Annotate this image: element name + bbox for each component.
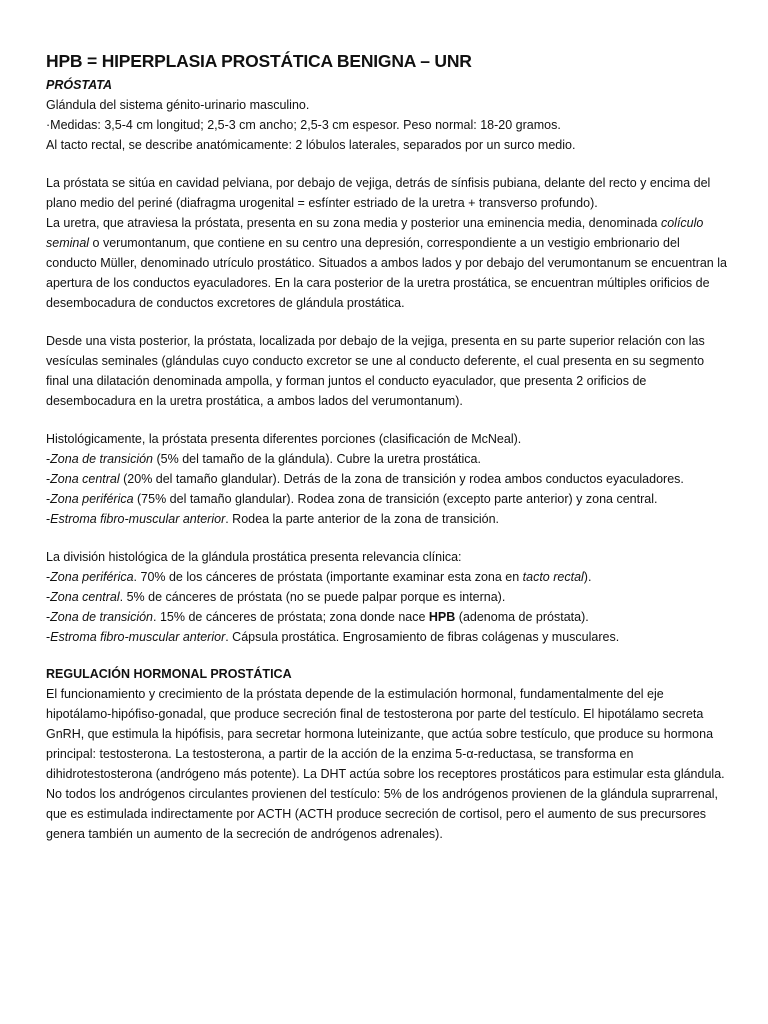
location-block bbox=[46, 173, 728, 313]
list-item bbox=[46, 489, 728, 509]
histology-intro: Histológicamente, la próstata presenta diferentes porciones (clasificación de McNeal). bbox=[46, 432, 522, 446]
list-dash: - bbox=[46, 570, 51, 584]
list-item bbox=[46, 449, 728, 469]
section-heading-hormonal: REGULACIÓN HORMONAL PROSTÁTICA bbox=[46, 667, 292, 681]
hormonal-paragraph: El funcionamiento y crecimiento de la próstata depende de la estimulación hormonal, fundamentalmente del eje hipotálamo-hipófiso-gonadal, que produce secreción final de testosterona por parte del testículo. El hipotálamo secreta GnRH, que estimula la hipófisis, para secretar hormona luteinizante, que actúa sobre testículo, que produce su hormona principal: testosterona. La testosterona, a partir de la acción de la enzima 5-α-reductasa, se transforma en dihidrotestosterona (andrógeno más potente). La DHT actúa sobre los receptores prostáticos para estimular esta glándula. No todos los andrógenos circulantes provienen del testículo: 5% de los andrógenos provienen de la glándula suprarrenal, que es estimulada indirectamente por ACTH (ACTH produce secreción de cortisol, pero el aumento de sus precursores genera también un aumento de la secreción de andrógenos adrenales). bbox=[46, 687, 725, 841]
intro-line: ·Medidas: 3,5-4 cm longitud; 2,5-3 cm ancho; 2,5-3 cm espesor. Peso normal: 18-20 gramos. bbox=[46, 118, 561, 132]
section-subtitle-prostata: PRÓSTATA bbox=[46, 78, 112, 92]
list-dash: - bbox=[46, 472, 51, 486]
bold-text: HPB bbox=[428, 610, 456, 624]
uretra-paragraph bbox=[46, 213, 728, 313]
list-item bbox=[46, 607, 728, 627]
text-run: . Cápsula prostática. Engrosamiento de fibras colágenas y musculares. bbox=[225, 630, 620, 644]
zone-description: (75% del tamaño glandular). Rodea zona de transición (excepto parte anterior) y zona central. bbox=[133, 492, 658, 506]
list-item bbox=[46, 509, 728, 529]
posterior-block bbox=[46, 331, 728, 411]
list-dash: - bbox=[46, 492, 51, 506]
zone-name: Zona de transición bbox=[50, 610, 154, 624]
zone-name: Zona periférica bbox=[50, 492, 134, 506]
intro-block bbox=[46, 95, 728, 155]
text-run: . 5% de cánceres de próstata (no se puede palpar porque es interna). bbox=[119, 590, 506, 604]
list-dash: - bbox=[46, 630, 51, 644]
clinical-block bbox=[46, 547, 728, 647]
list-dash: - bbox=[46, 452, 51, 466]
hormonal-block bbox=[46, 665, 728, 844]
text-run: La uretra, que atraviesa la próstata, presenta en su zona media y posterior una eminencia media, denominada bbox=[46, 216, 661, 230]
zone-name: Estroma fibro-muscular anterior bbox=[50, 630, 226, 644]
zone-name: Zona central bbox=[50, 472, 120, 486]
list-item bbox=[46, 587, 728, 607]
list-dash: - bbox=[46, 610, 51, 624]
text-run: (adenoma de próstata). bbox=[455, 610, 589, 624]
emphasis-text: tacto rectal bbox=[522, 570, 584, 584]
list-item bbox=[46, 469, 728, 489]
histology-block bbox=[46, 429, 728, 529]
text-run: . 70% de los cánceres de próstata (importante examinar esta zona en bbox=[133, 570, 523, 584]
list-item bbox=[46, 627, 728, 647]
list-dash: - bbox=[46, 512, 51, 526]
text-run: ). bbox=[583, 570, 592, 584]
page-title: HPB = HIPERPLASIA PROSTÁTICA BENIGNA – UNR bbox=[46, 51, 472, 71]
zone-name: Estroma fibro-muscular anterior bbox=[50, 512, 226, 526]
list-dash: - bbox=[46, 590, 51, 604]
text-run: o verumontanum, que contiene en su centro una depresión, correspondiente a un vestigio embrionario del conducto Müller, denominado utrículo prostático. Situados a ambos lados y por debajo del verumontanum se encuentran la apertura de los conductos eyaculadores. En la cara posterior de la uretra prostática, se encuentran múltiples orificios de desembocadura de conductos excretores de glándula prostática. bbox=[46, 236, 727, 310]
zone-description: (5% del tamaño de la glándula). Cubre la uretra prostática. bbox=[153, 452, 481, 466]
zone-name: Zona periférica bbox=[50, 570, 134, 584]
location-paragraph: La próstata se sitúa en cavidad pelviana, por debajo de vejiga, detrás de sínfisis pubiana, delante del recto y encima del plano medio del periné (diafragma urogenital = esfínter estriado de la uretra + transverso profundo). bbox=[46, 176, 711, 210]
posterior-paragraph: Desde una vista posterior, la próstata, localizada por debajo de la vejiga, presenta en su parte superior relación con las vesículas seminales (glándulas cuyo conducto excretor se une al conducto deferente, el cual presenta en su segmento final una dilatación denominada ampolla, y forman juntos el conducto eyaculador, que presenta 2 orificios de desembocadura en la uretra prostática, a ambos lados del verumontanum). bbox=[46, 334, 705, 408]
zone-name: Zona central bbox=[50, 590, 120, 604]
intro-line: Al tacto rectal, se describe anatómicamente: 2 lóbulos laterales, separados por un surco medio. bbox=[46, 138, 576, 152]
intro-line: Glándula del sistema génito-urinario masculino. bbox=[46, 98, 310, 112]
zone-name: Zona de transición bbox=[50, 452, 154, 466]
zone-description: (20% del tamaño glandular). Detrás de la zona de transición y rodea ambos conductos eyaculadores. bbox=[119, 472, 684, 486]
zone-description: . Rodea la parte anterior de la zona de transición. bbox=[225, 512, 500, 526]
text-run: . 15% de cánceres de próstata; zona donde nace bbox=[153, 610, 429, 624]
emphasis-text: colículo seminal bbox=[46, 216, 704, 250]
list-item bbox=[46, 567, 728, 587]
clinical-intro: La división histológica de la glándula prostática presenta relevancia clínica: bbox=[46, 550, 462, 564]
